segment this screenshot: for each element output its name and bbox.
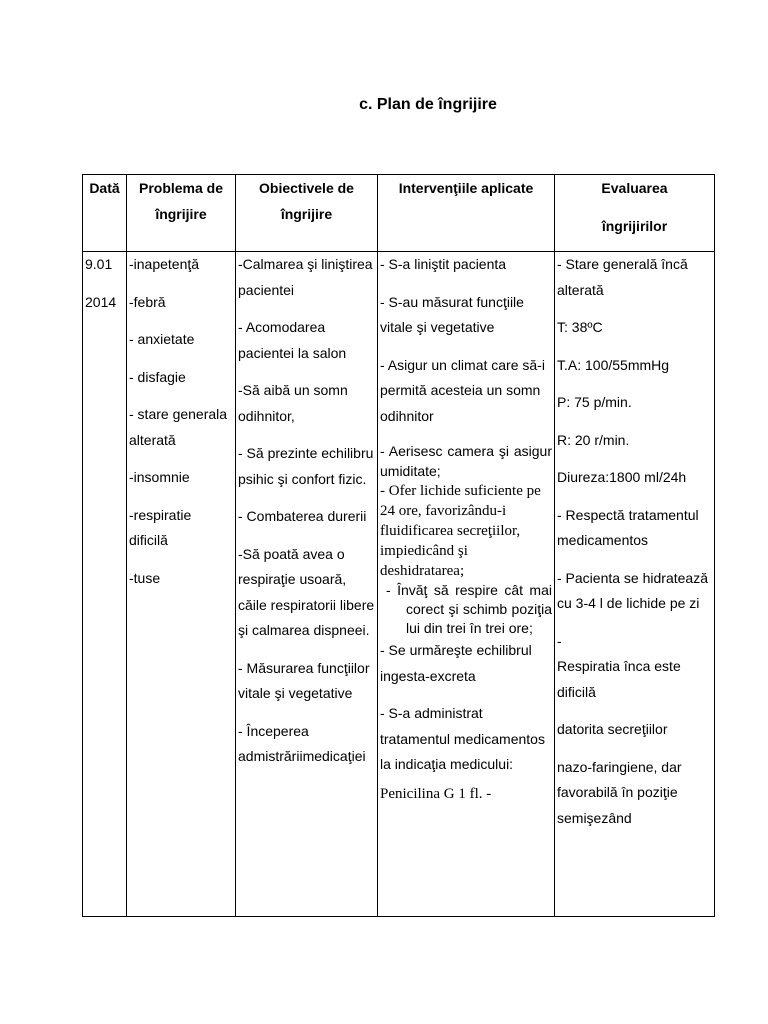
- page-title: c. Plan de îngrijire: [359, 96, 497, 113]
- list-item: datorita secreţiilor: [557, 721, 668, 737]
- list-item: - S-a liniştit pacienta: [380, 256, 507, 272]
- cell-evaluare: [555, 252, 715, 917]
- list-item: Diureza:1800 ml/24h: [557, 469, 687, 485]
- list-item: nazo-faringiene, dar favorabilă în poziţie semişezând: [557, 758, 682, 826]
- list-item: - disfagie: [129, 368, 186, 385]
- header-obiective: Obiectivele de îngrijire: [236, 175, 378, 252]
- list-item: -febră: [129, 293, 166, 310]
- list-item: - Asigur un climat care să-i permită acesteia un somn odihnitor: [380, 356, 545, 424]
- cell-obiective: [236, 252, 378, 917]
- list-item: - stare generala alterată: [129, 406, 228, 448]
- list-item: - Se urmăreşte echilibrul ingesta-excreta: [380, 642, 532, 684]
- header-evaluare-line1: Evaluarea: [601, 180, 668, 196]
- header-evaluare-line2: îngrijirilor: [601, 218, 668, 234]
- list-item: - S-a administrat tratamentul medicamentos la indicaţia medicului:: [380, 705, 545, 772]
- header-evaluare: [555, 175, 715, 252]
- table-row: [83, 252, 715, 917]
- cell-probleme: [127, 252, 236, 917]
- list-item: -tuse: [129, 569, 161, 586]
- list-item: - Acomodarea pacientei la salon: [238, 319, 347, 361]
- list-item: -Să poată avea o respiraţie usoară, căile respiratorii libere şi calmarea dispneei.: [238, 545, 375, 638]
- list-item: Respiratia înca este dificilă: [557, 658, 681, 700]
- cell-data: [83, 252, 127, 917]
- list-item: Penicilina G 1 fl. -: [380, 785, 492, 802]
- list-item: - Respectă tratamentul medicamentos: [557, 506, 699, 548]
- list-item: - Pacienta se hidratează cu 3-4 l de lichide pe zi: [557, 569, 708, 611]
- cell-interventii: [378, 252, 555, 917]
- list-item: P: 75 p/min.: [557, 394, 632, 410]
- list-item: - Combaterea durerii: [238, 508, 367, 524]
- header-interventii: Intervenţiile aplicate: [378, 175, 555, 252]
- date-day-month: 9.01: [85, 256, 113, 272]
- list-item: T: 38ºC: [557, 319, 603, 335]
- list-item: -: [557, 632, 562, 649]
- list-item: - Aerisesc camera şi asigur umiditate;: [380, 443, 552, 479]
- list-item: - Începerea admistrăriimedicaţiei: [238, 722, 366, 764]
- list-item: - Măsurarea funcţiilor vitale şi vegetative: [238, 659, 370, 701]
- list-item: - Stare generală încă alterată: [557, 256, 688, 298]
- list-item: -insomnie: [129, 469, 190, 485]
- date-year: 2014: [85, 293, 117, 310]
- list-item: - Să prezinte echilibru psihic şi confort fizic.: [238, 445, 374, 487]
- list-item: - Învăţ să respire cât mai corect şi schimb poziţia lui din trei în trei ore;: [386, 582, 552, 636]
- header-data: Dată: [83, 175, 127, 252]
- list-item: -Calmarea şi liniştirea pacientei: [238, 256, 373, 298]
- list-item: -Să aibă un somn odihnitor,: [238, 382, 348, 424]
- list-item: -inapetenţă: [129, 256, 200, 272]
- list-item: R: 20 r/min.: [557, 431, 630, 448]
- list-item: - anxietate: [129, 331, 195, 347]
- list-item: T.A: 100/55mmHg: [557, 356, 670, 373]
- list-item: - Ofer lichide suficiente pe 24 ore, favorizându-i fluidificarea secreţiilor, impiedicând şi deshidratarea;: [380, 483, 541, 579]
- list-item: -respiratie dificilă: [129, 506, 192, 548]
- header-problema: Problema de îngrijire: [127, 175, 236, 252]
- table-header-row: [83, 175, 715, 252]
- list-item: - S-au măsurat funcţiile vitale şi vegetative: [380, 293, 524, 335]
- care-plan-table: [82, 174, 715, 917]
